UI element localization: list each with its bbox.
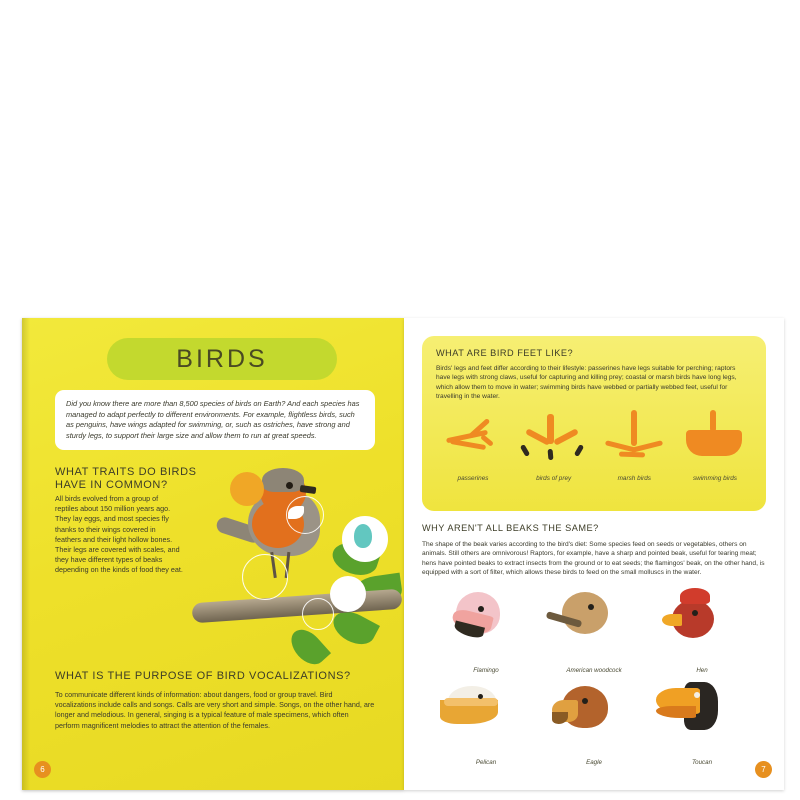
feather-callout xyxy=(230,472,264,506)
bird-photo xyxy=(182,448,397,663)
foot-marsh-birds xyxy=(597,410,671,480)
feet-heading: WHAT ARE BIRD FEET LIKE? xyxy=(436,348,574,358)
beaks-section xyxy=(422,523,768,578)
beak-hen xyxy=(650,586,754,674)
left-page xyxy=(22,318,404,790)
intro-text: Did you know there are more than 8,500 species of birds on Earth? And each species has managed to adapt perfectly to different environments. For example, flightless birds, such as penguins, have wings adapted for swimming, or, such as ostriches, have strong and sturdy legs, to support their large size and allow them to run at great speeds. xyxy=(66,399,360,440)
detail-callout xyxy=(330,576,366,612)
beak-illustration-grid xyxy=(434,586,754,766)
intro-box xyxy=(55,390,375,450)
beaks-text: The shape of the beak varies according to the bird's diet: Some species feed on seeds or vegetables, others on animals. Still others are omnivorous! Raptors, for example, have a sharp and pointed beak, useful for tearing meat; hens have pointed beaks to extract insects from the ground or to eat seeds; the flamingos' beak, on the other hand, is equipped with a sort of filter, which allows these birds to feed on the small molluscs in the water. xyxy=(422,541,765,577)
right-page xyxy=(404,318,784,790)
beaks-heading: WHY AREN'T ALL BEAKS THE SAME? xyxy=(422,523,599,533)
beak-caption: Eagle xyxy=(586,759,602,766)
foot-caption: birds of prey xyxy=(536,475,572,482)
beak-caption: Hen xyxy=(696,667,708,674)
beak-caption: Flamingo xyxy=(473,667,499,674)
leaf-icon xyxy=(285,623,331,670)
beak-caption: Pelican xyxy=(475,759,497,766)
page-number-right: 7 xyxy=(755,761,772,778)
highlight-ring xyxy=(242,554,288,600)
beak-pelican xyxy=(434,678,538,766)
page-title-pill xyxy=(107,338,337,380)
foot-birds-of-prey xyxy=(517,410,591,480)
foot-swimming-birds xyxy=(678,410,752,480)
foot-passerines xyxy=(436,410,510,480)
foot-caption: swimming birds xyxy=(692,475,737,482)
beak-caption: American woodcock xyxy=(566,667,622,674)
feet-illustration-row xyxy=(436,410,752,480)
page-number-left: 6 xyxy=(34,761,51,778)
egg-icon xyxy=(354,524,372,548)
page-title: BIRDS xyxy=(176,344,268,373)
beak-toucan xyxy=(650,678,754,766)
section-heading-vocalizations: WHAT IS THE PURPOSE OF BIRD VOCALIZATIONS? xyxy=(55,670,351,682)
bird-cap xyxy=(262,468,304,492)
branch xyxy=(192,589,403,624)
beak-eagle xyxy=(542,678,646,766)
beak-american-woodcock xyxy=(542,586,646,674)
bird-eye xyxy=(286,482,293,489)
bird-feet-card xyxy=(422,336,766,511)
section-text-traits: All birds evolved from a group of reptiles about 150 million years ago. They lay eggs, and most species fly thanks to their wings covered in feathers and their light hollow bones. Their legs are covered with scales, and they have different types of beaks depending on the kinds of food they eat. xyxy=(55,494,183,575)
section-text-vocalizations: To communicate different kinds of information: about dangers, food or group travel. Bird vocalizations include calls and songs. Calls are very short and simple. Songs, on the other hand, are longer and melodious. In general, singing is a typical feature of male specimens, which often perform magnificent melodies to attract the attention of the females. xyxy=(55,690,375,730)
foot-caption: passerines xyxy=(457,475,489,482)
foot-caption: marsh birds xyxy=(617,475,651,482)
feet-text: Birds' legs and feet differ according to their lifestyle: passerines have legs suitable for perching; raptors have legs with strong claws, useful for capturing and killing prey; coastal or marsh birds have long legs, which allow them to move in water; swimming birds have webbed or partially webbed feet, useful for travelling in the water. xyxy=(436,365,737,401)
beak-flamingo xyxy=(434,586,538,674)
section-heading-traits: WHAT TRAITS DO BIRDS HAVE IN COMMON? xyxy=(55,466,197,491)
highlight-ring xyxy=(302,598,334,630)
beak-caption: Toucan xyxy=(691,759,713,766)
